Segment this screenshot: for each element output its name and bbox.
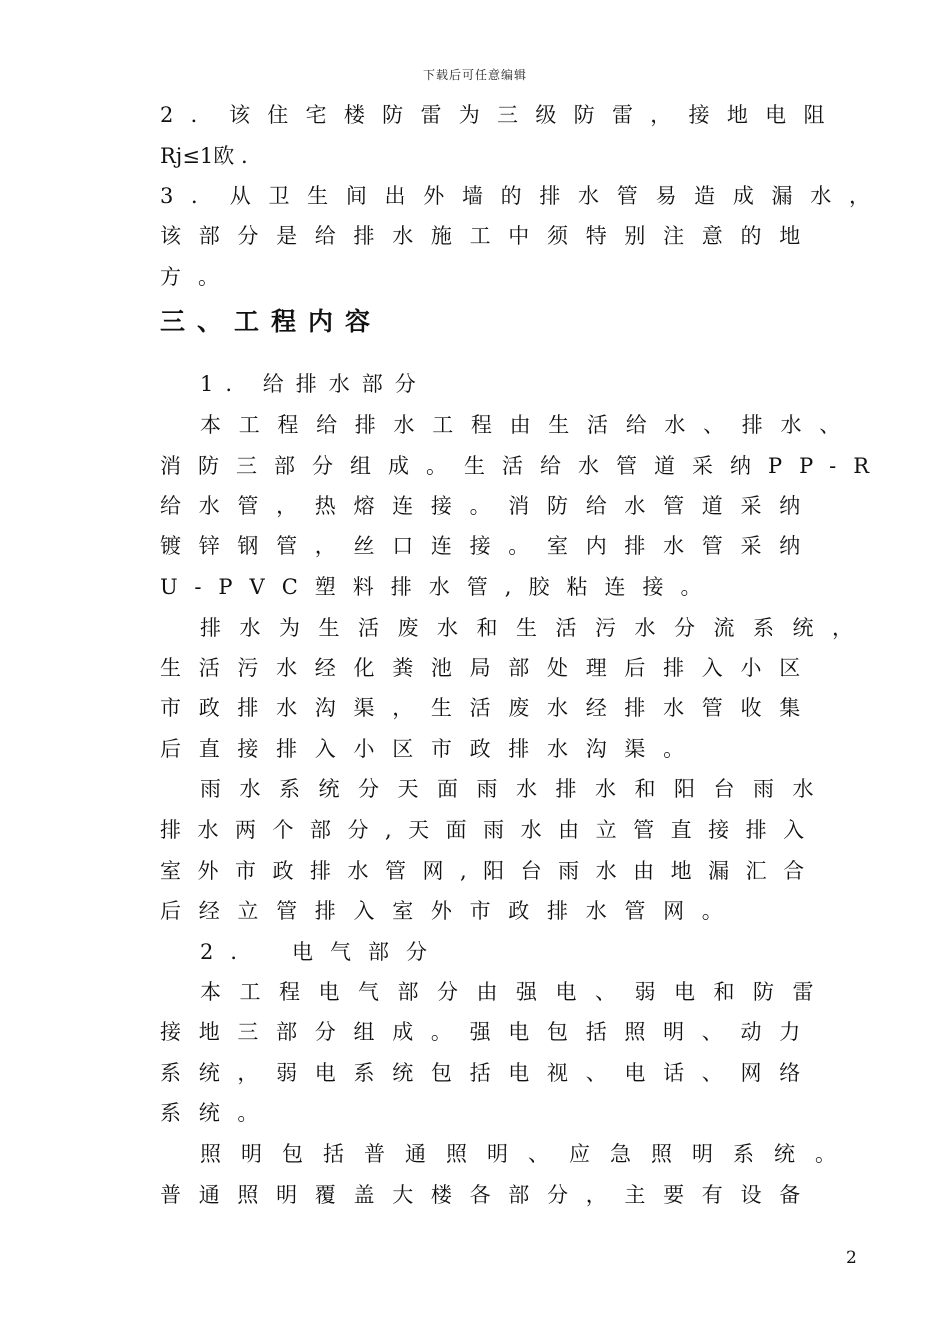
- page-number: 2: [846, 1248, 857, 1268]
- body-line: 普通照明覆盖大楼各部分，主要有设备: [160, 1183, 818, 1207]
- body-line: 接地三部分组成。强电包括照明、动力: [160, 1020, 818, 1044]
- body-line: 该部分是给排水施工中须特别注意的地: [160, 224, 818, 248]
- body-line: 雨水系统分天面雨水排水和阳台雨水: [200, 777, 832, 801]
- body-line: 2．该住宅楼防雷为三级防雷，接地电阻: [160, 103, 842, 127]
- page-header: 下载后可任意编辑: [422, 68, 527, 82]
- body-line: 后经立管排入室外市政排水管网。: [160, 899, 741, 923]
- body-line: 后直接排入小区市政排水沟渠。: [160, 737, 702, 761]
- body-line: 消防三部分组成。生活给水管道采纳PP-R: [160, 454, 887, 478]
- body-line: Rj≤1欧 .: [160, 144, 248, 168]
- body-line: 排水两个部分,天面雨水由立管直接排入: [160, 818, 821, 842]
- body-line: 方。: [160, 265, 236, 289]
- section-heading: 三、工程内容: [160, 307, 383, 336]
- body-line: 3．从卫生间出外墙的排水管易造成漏水，: [160, 184, 888, 208]
- body-line: 本工程电气部分由强电、弱电和防雷: [200, 980, 832, 1004]
- body-line: 市政排水沟渠，生活废水经排水管收集: [160, 696, 818, 720]
- body-line: 系统。: [160, 1101, 277, 1125]
- body-line: 本工程给排水工程由生活给水、排水、: [200, 413, 858, 437]
- body-line: U-PVC塑料排水管,胶粘连接。: [160, 575, 719, 599]
- body-line: 系统，弱电系统包括电视、电话、网络: [160, 1061, 818, 1085]
- body-line: 排水为生活废水和生活污水分流系统，: [200, 616, 872, 640]
- subsection-title: 2． 电气部分: [200, 940, 445, 964]
- body-line: 生活污水经化粪池局部处理后排入小区: [160, 656, 818, 680]
- body-line: 镀锌钢管，丝口连接。室内排水管采纳: [160, 534, 818, 558]
- body-line: 室外市政排水管网,阳台雨水由地漏汇合: [160, 859, 821, 883]
- body-line: 照明包括普通照明、应急照明系统。: [200, 1142, 856, 1166]
- subsection-title: 1. 给排水部分: [200, 372, 428, 396]
- body-line: 给水管，热熔连接。消防给水管道采纳: [160, 494, 818, 518]
